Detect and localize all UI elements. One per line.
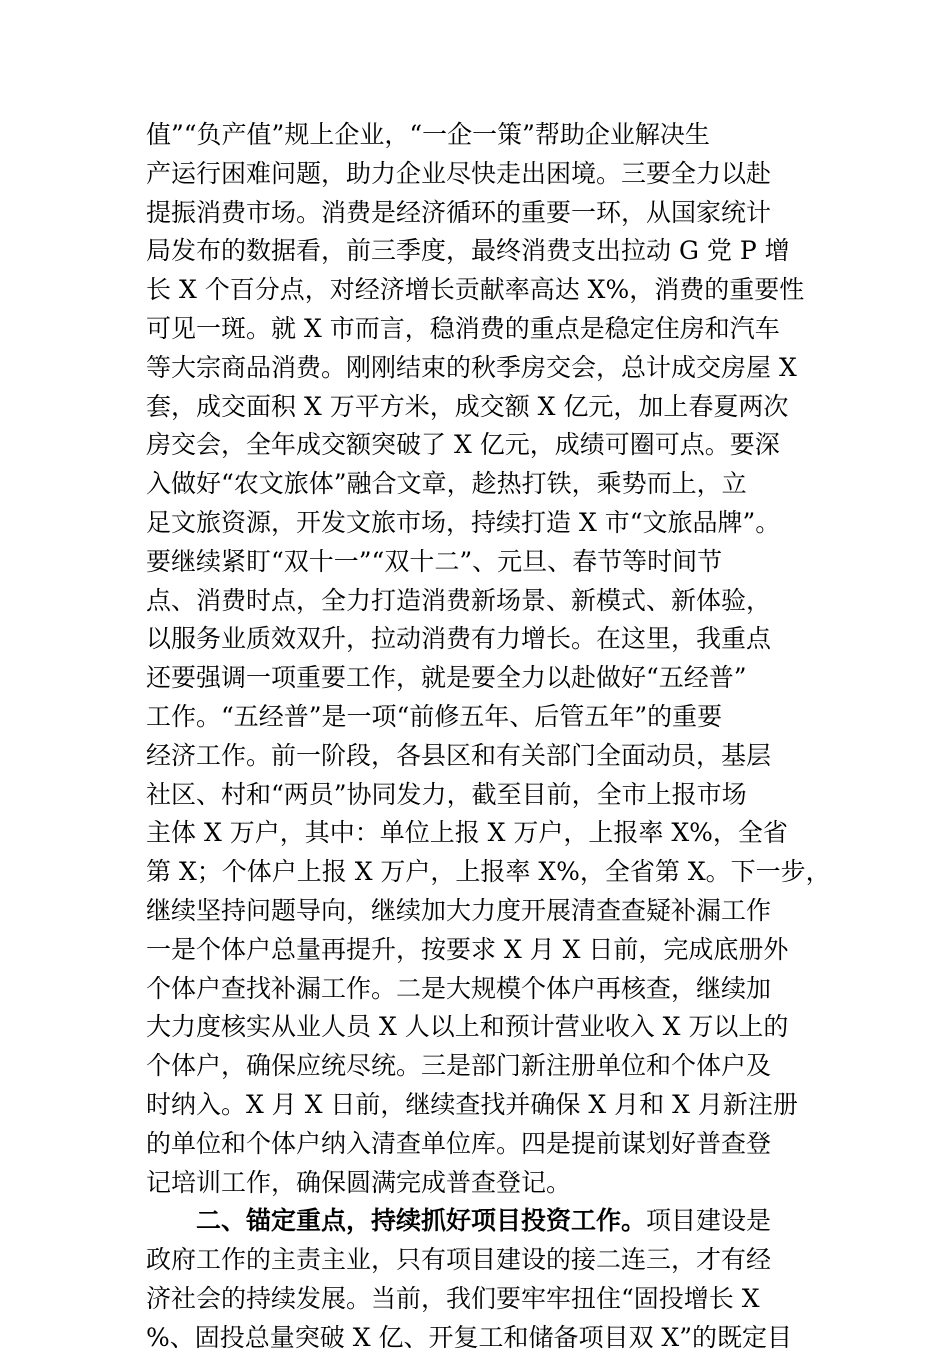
text-line: 值”“负产值”规上企业，“一企一策”帮助企业解决生 (146, 120, 710, 149)
text-line: 济社会的持续发展。当前，我们要牢牢扭住“固投增长 X (146, 1283, 760, 1313)
text-line: 社区、村和“两员”协同发力，截至目前，全市上报市场 (146, 779, 747, 809)
text-line: 政府工作的主责主业，只有项目建设的接二连三，才有经 (146, 1245, 772, 1275)
body-text (146, 116, 831, 1358)
text-line: 房交会，全年成交额突破了 X 亿元，成绩可圈可点。要深 (146, 430, 780, 460)
text-line: 经济工作。前一阶段，各县区和有关部门全面动员，基层 (146, 740, 772, 770)
text-line: 等大宗商品消费。刚刚结束的秋季房交会，总计成交房屋 X (146, 352, 797, 382)
text-line: 还要强调一项重要工作，就是要全力以赴做好“五经普” (146, 663, 747, 693)
section-heading: 二、锚定重点，持续抓好项目投资工作。 (196, 1206, 647, 1236)
text-line: 可见一斑。就 X 市而言，稳消费的重点是稳定住房和汽车 (146, 313, 780, 343)
text-line: 点、消费时点，全力打造消费新场景、新模式、新体验， (146, 585, 772, 615)
text-line: 个体户查找补漏工作。二是大规模个体户再核查，继续加 (146, 973, 772, 1003)
text-line: 一是个体户总量再提升，按要求 X 月 X 日前，完成底册外 (146, 934, 789, 964)
text-line: 第 X；个体户上报 X 万户，上报率 X%，全省第 X。下一步， (146, 857, 831, 887)
text-line: 足文旅资源，开发文旅市场，持续打造 X 市“文旅品牌”。 (146, 507, 781, 537)
text-line: 要继续紧盯“双十一”“双十二”、元旦、春节等时间节 (146, 546, 723, 576)
text-line: %、固投总量突破 X 亿、开复工和储备项目双 X”的既定目 (146, 1322, 792, 1352)
text-line: 提振消费市场。消费是经济循环的重要一环，从国家统计 (146, 197, 772, 227)
text-line: 局发布的数据看，前三季度，最终消费支出拉动 G 党 P 增 (146, 236, 790, 266)
section-heading-line (146, 1202, 826, 1241)
text-line: 工作。“五经普”是一项“前修五年、后管五年”的重要 (146, 701, 723, 731)
text-line: 时纳入。X 月 X 日前，继续查找并确保 X 月和 X 月新注册 (146, 1089, 798, 1119)
section-heading-continuation: 项目建设是 (646, 1206, 772, 1236)
text-line: 主体 X 万户，其中：单位上报 X 万户，上报率 X%，全省 (146, 818, 788, 848)
text-line: 个体户，确保应统尽统。三是部门新注册单位和个体户及 (146, 1051, 772, 1081)
text-line: 长 X 个百分点，对经济增长贡献率高达 X%，消费的重要性 (146, 275, 805, 305)
text-line: 大力度核实从业人员 X 人以上和预计营业收入 X 万以上的 (146, 1012, 789, 1042)
text-line: 产运行困难问题，助力企业尽快走出困境。三要全力以赴 (146, 158, 772, 188)
text-line: 入做好“农文旅体”融合文章，趁热打铁，乘势而上，立 (146, 469, 747, 499)
text-line: 套，成交面积 X 万平方米，成交额 X 亿元，加上春夏两次 (146, 391, 789, 421)
text-line: 继续坚持问题导向，继续加大力度开展清查查疑补漏工作 (146, 895, 772, 925)
text-line: 记培训工作，确保圆满完成普查登记。 (146, 1167, 572, 1197)
text-line: 以服务业质效双升，拉动消费有力增长。在这里，我重点 (146, 624, 772, 654)
text-line: 的单位和个体户纳入清查单位库。四是提前谋划好普查登 (146, 1128, 772, 1158)
